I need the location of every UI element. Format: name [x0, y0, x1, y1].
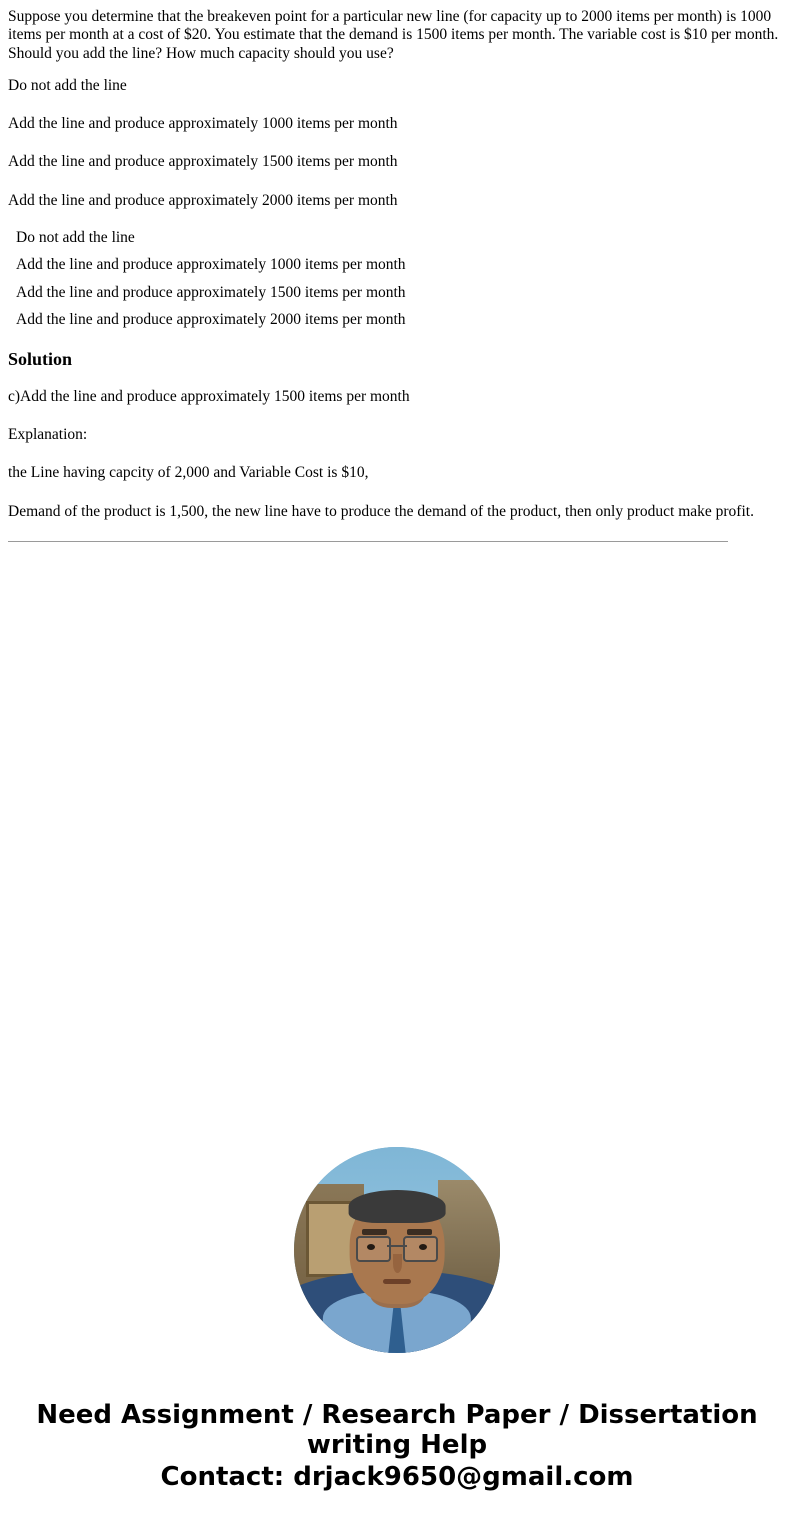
photo-glasses-bridge: [387, 1245, 408, 1247]
photo-brow-left: [362, 1229, 387, 1234]
choice-plain-0: Do not add the line: [8, 76, 127, 94]
photo-mouth: [383, 1279, 412, 1284]
choice-plain-3: Add the line and produce approximately 2000 items per month: [8, 191, 398, 209]
list-item: Add the line and produce approximately 1500 items per month: [16, 283, 406, 301]
solution-answer: c)Add the line and produce approximately 1500 items per month: [8, 387, 410, 405]
horizontal-divider: [8, 541, 728, 542]
avatar: [294, 1147, 500, 1353]
question-text: Suppose you determine that the breakeven point for a particular new line (for capacity up to 2000 items per month) is 1000 items per month at a cost of $20. You estimate that the demand is 1500 items per month. The variable cost is $10 per month. Should you add the line? How much capacity should you use?: [8, 8, 779, 62]
footer-banner: [0, 1400, 794, 1492]
choice-plain-2: Add the line and produce approximately 1500 items per month: [8, 153, 398, 171]
list-item: Add the line and produce approximately 1000 items per month: [16, 256, 406, 274]
explanation-label: Explanation:: [8, 426, 88, 444]
list-item: Add the line and produce approximately 2000 items per month: [16, 311, 406, 329]
explanation-line-2: Demand of the product is 1,500, the new line have to produce the demand of the product, then only product make profit.: [8, 502, 754, 520]
solution-heading: Solution: [8, 348, 73, 369]
photo-brow-right: [407, 1229, 432, 1234]
footer-line-1: Need Assignment / Research Paper / Dissertation writing Help: [36, 1400, 758, 1461]
explanation-line-1: the Line having capcity of 2,000 and Variable Cost is $10,: [8, 464, 369, 482]
photo-hair: [349, 1190, 446, 1223]
choice-plain-1: Add the line and produce approximately 1000 items per month: [8, 115, 398, 133]
choice-list: [8, 230, 786, 328]
list-item: Do not add the line: [16, 228, 135, 246]
document-page: [0, 0, 794, 542]
avatar-container: [0, 1147, 794, 1353]
footer-line-2: Contact: drjack9650@gmail.com: [160, 1462, 634, 1493]
photo-eye-right: [419, 1244, 427, 1250]
photo-nose: [393, 1254, 402, 1273]
